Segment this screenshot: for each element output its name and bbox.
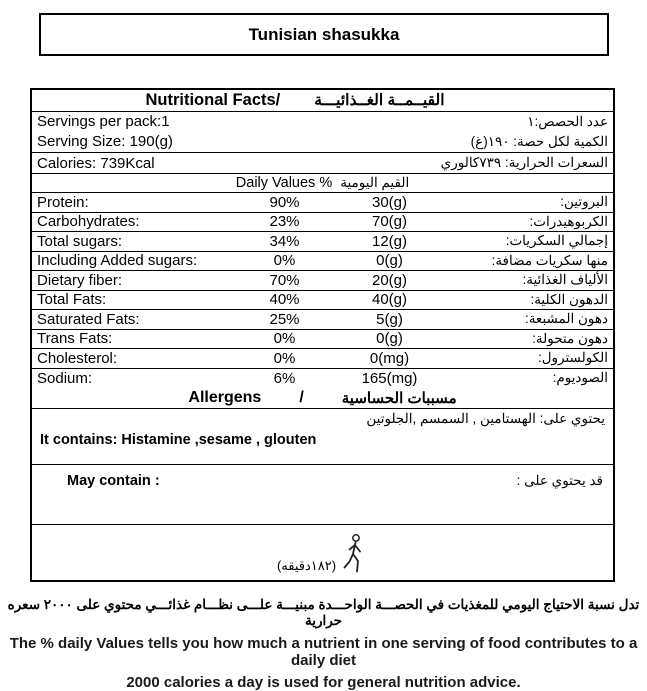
servings-info-en xyxy=(37,112,173,152)
nutrient-amount: 20(g) xyxy=(371,271,408,289)
nutrient-amount: 12(g) xyxy=(371,232,408,250)
nutrient-label-ar: الألياف الغذائية: xyxy=(522,272,608,288)
nutrient-amount: 70(g) xyxy=(371,213,408,231)
nutrient-row xyxy=(32,232,613,252)
daily-value-footnote xyxy=(0,597,647,691)
calories-row xyxy=(32,153,613,174)
nutrient-label-en: Total sugars: xyxy=(37,232,123,250)
nutrient-row xyxy=(32,252,613,272)
nutrition-facts-title-en: Nutritional Facts/ xyxy=(145,91,281,109)
daily-values-header xyxy=(32,174,613,193)
nutrient-label-ar: الدهون الكلية: xyxy=(530,291,608,307)
nutrient-daily-value-percent: 0% xyxy=(273,330,296,348)
walking-person-icon xyxy=(340,533,368,575)
nutrient-daily-value-percent: 6% xyxy=(273,369,296,387)
nutrient-row xyxy=(32,213,613,233)
nutrition-label xyxy=(30,88,615,582)
nutrient-label-ar: إجمالي السكريات: xyxy=(505,233,608,249)
servings-per-pack-ar: عدد الحصص:١ xyxy=(527,114,608,129)
activity-equivalent-section xyxy=(32,525,613,580)
nutrient-row xyxy=(32,330,613,350)
nutrient-amount: 5(g) xyxy=(376,310,403,328)
nutrition-facts-title-ar: القيــمــة الغــذائيـــة xyxy=(314,92,445,109)
nutrient-amount: 0(g) xyxy=(376,330,403,348)
servings-per-pack: Servings per pack:1 xyxy=(37,113,170,130)
nutrient-label-en: Total Fats: xyxy=(37,291,107,309)
nutrient-label-ar: البروتين: xyxy=(560,194,608,210)
nutrient-label-en: Carbohydrates: xyxy=(37,213,140,231)
nutrient-row xyxy=(32,310,613,330)
allergen-contains-section xyxy=(32,409,613,465)
nutrient-daily-value-percent: 23% xyxy=(269,213,300,231)
nutrient-amount: 165(mg) xyxy=(361,369,418,387)
nutrient-label-ar: دهون متحولة: xyxy=(532,330,608,346)
nutrient-row xyxy=(32,349,613,369)
nutrient-row xyxy=(32,193,613,213)
may-contain-section xyxy=(32,465,613,525)
servings-row xyxy=(32,112,613,153)
calories-en: Calories: 739Kcal xyxy=(37,154,155,172)
nutrient-rows xyxy=(32,193,613,388)
footnote-ar: تدل نسبة الاحتياج اليومي للمغذيات في الحصـــة الواحـــدة مبنيـــة علـــى نظـــام غذائـــي محتوي على ٢٠٠٠ سعره حرارية xyxy=(7,597,640,628)
servings-info-ar xyxy=(471,112,608,152)
daily-values-title-ar: القيم اليومية xyxy=(340,175,410,190)
nutrient-label-ar: منها سكريات مضافة: xyxy=(491,252,608,268)
nutrient-daily-value-percent: 25% xyxy=(269,310,300,328)
nutrient-amount: 0(mg) xyxy=(369,349,410,367)
nutrient-row xyxy=(32,291,613,311)
daily-values-title-en: Daily Values % xyxy=(235,175,333,191)
nutrient-daily-value-percent: 70% xyxy=(269,271,300,289)
nutrient-label-en: Dietary fiber: xyxy=(37,271,123,289)
footnote-en-line1: The % daily Values tells you how much a nutrient in one serving of food contributes to a daily diet xyxy=(9,635,638,669)
nutrient-label-en: Including Added sugars: xyxy=(37,252,198,270)
may-contain-ar: قد يحتوي على : xyxy=(516,473,603,488)
nutrient-label-ar: الكولسترول: xyxy=(537,350,608,366)
nutrient-daily-value-percent: 40% xyxy=(269,291,300,309)
may-contain-en: May contain : xyxy=(67,473,160,489)
contains-statement-en: It contains: Histamine ,sesame , glouten xyxy=(40,432,317,448)
nutrient-amount: 30(g) xyxy=(371,193,408,211)
nutrient-label-ar: دهون المشبعة: xyxy=(524,311,608,327)
contains-statement-ar: يحتوي على: الهستامين , السمسم ,الجلوتين xyxy=(366,411,605,426)
nutrient-daily-value-percent: 34% xyxy=(269,232,300,250)
footnote-en-line2: 2000 calories a day is used for general nutrition advice. xyxy=(126,674,521,691)
nutrient-label-en: Saturated Fats: xyxy=(37,310,140,328)
nutrient-row xyxy=(32,271,613,291)
allergens-header xyxy=(32,388,613,409)
serving-size-ar: الكمية لكل حصة: ١٩٠(غ) xyxy=(470,134,608,149)
nutrient-daily-value-percent: 0% xyxy=(273,349,296,367)
nutrient-label-en: Sodium: xyxy=(37,369,93,387)
nutrient-amount: 0(g) xyxy=(376,252,403,270)
calories-ar: السعرات الحرارية: ٧٣٩كالوري xyxy=(440,155,608,170)
product-title-box xyxy=(39,13,609,56)
allergens-separator: / xyxy=(299,389,304,406)
serving-size: Serving Size: 190(g) xyxy=(37,133,173,150)
nutrient-label-ar: الصوديوم: xyxy=(552,370,608,386)
nutrient-daily-value-percent: 0% xyxy=(273,252,296,270)
nutrient-label-en: Cholesterol: xyxy=(37,349,118,367)
allergens-title-en: Allergens xyxy=(188,389,262,406)
nutrient-label-en: Trans Fats: xyxy=(37,330,113,348)
nutrient-amount: 40(g) xyxy=(371,291,408,309)
nutrient-label-en: Protein: xyxy=(37,193,89,211)
nutrient-row xyxy=(32,369,613,389)
nutrition-facts-header xyxy=(32,90,613,112)
allergens-title-ar: مسببات الحساسية xyxy=(341,390,457,407)
nutrient-label-ar: الكربوهيدرات: xyxy=(529,213,608,229)
product-title: Tunisian shasukka xyxy=(248,24,400,44)
nutrient-daily-value-percent: 90% xyxy=(269,193,300,211)
walking-duration-label: (١٨٢دقيقه) xyxy=(276,558,337,573)
